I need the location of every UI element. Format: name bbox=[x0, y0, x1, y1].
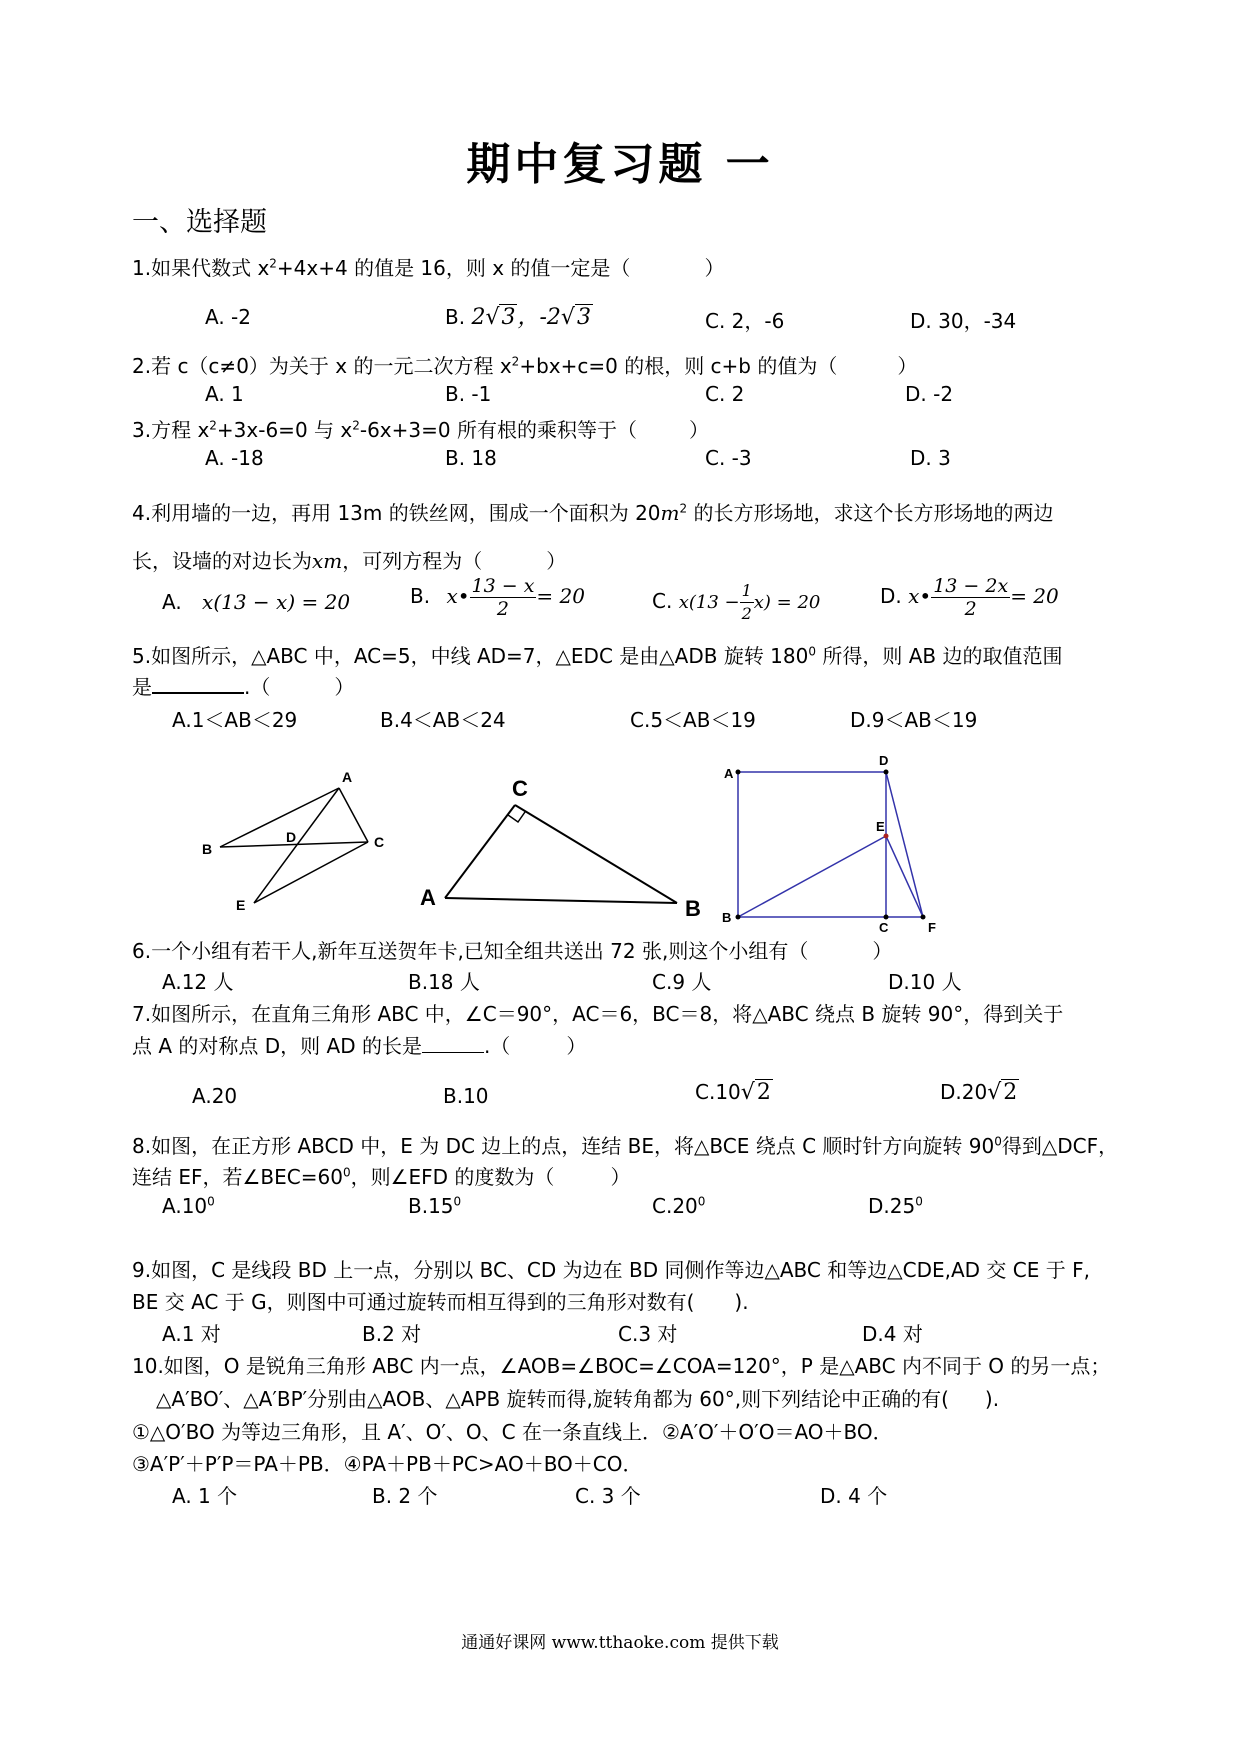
question-4-line-1 bbox=[132, 497, 1054, 526]
q8-option-d-sup: 0 bbox=[915, 1194, 923, 1209]
q7-answer-blank[interactable] bbox=[422, 1034, 484, 1053]
q8-line2-sup: 0 bbox=[342, 1165, 351, 1180]
q4-line2-text: 长，设墙的对边长为 bbox=[132, 549, 312, 573]
fig2-label-b: B bbox=[685, 896, 701, 921]
question-10-line-2 bbox=[156, 1383, 999, 1412]
q3-option-d[interactable]: D. 3 bbox=[910, 446, 951, 470]
q10-line2-text: △A′BO′、△A′BP′分别由△AOB、△APB 旋转而得,旋转角都为 60°,则下列结论中正确的有( bbox=[156, 1387, 949, 1411]
q4-option-d[interactable] bbox=[880, 575, 1059, 620]
q4-var: xm bbox=[312, 549, 343, 573]
question-4-line-2 bbox=[132, 545, 566, 574]
q1-text: 1.如果代数式 x bbox=[132, 256, 270, 280]
q4-option-c-label: C. bbox=[652, 589, 673, 613]
q7-option-d[interactable]: D.20√2 bbox=[940, 1080, 1018, 1105]
q4-unit: m bbox=[660, 501, 680, 525]
q6-text: 6.一个小组有若干人,新年互送贺年卡,已知全组共送出 72 张,则这个小组有（ bbox=[132, 939, 809, 963]
q1-option-b[interactable] bbox=[445, 300, 593, 331]
question-9-line-1: 9.如图，C 是线段 BD 上一点，分别以 BC、CD 为边在 BD 同侧作等边△ABC 和等边△CDE,AD 交 CE 于 F, bbox=[132, 1258, 1090, 1282]
q7-option-c-label: C.10 bbox=[695, 1080, 741, 1104]
q10-option-c[interactable]: C. 3 个 bbox=[575, 1484, 641, 1508]
fig3-label-c: C bbox=[879, 920, 889, 935]
q10-option-a[interactable]: A. 1 个 bbox=[172, 1484, 238, 1508]
q8-option-c-sup: 0 bbox=[697, 1194, 706, 1209]
fig2-label-a: A bbox=[420, 885, 436, 910]
q4-option-a-eq: x(13 − x) = 20 bbox=[202, 590, 351, 614]
q4-d-den: 2 bbox=[964, 598, 977, 620]
q7-line2-text-c: ） bbox=[566, 1034, 587, 1058]
question-3 bbox=[132, 414, 709, 443]
q8-option-a-sup: 0 bbox=[207, 1194, 215, 1209]
q4-c-num: 1 bbox=[740, 580, 754, 603]
q8-option-c[interactable] bbox=[652, 1194, 705, 1218]
q3-text-d: ） bbox=[688, 418, 709, 442]
q4-option-a-label: A. bbox=[162, 590, 182, 614]
q8-option-b-sup: 0 bbox=[453, 1194, 462, 1209]
q4-option-c[interactable] bbox=[652, 580, 820, 625]
q9-line2-text-b: ). bbox=[734, 1290, 749, 1314]
fig1-label-a: A bbox=[342, 769, 353, 785]
fig1-label-d: D bbox=[286, 829, 297, 845]
question-6 bbox=[132, 935, 892, 964]
q8-text: 8.如图，在正方形 ABCD 中，E 为 DC 边上的点，连结 BE，将△BCE 绕点 C 顺时针方向旋转 90 bbox=[132, 1134, 995, 1158]
section-heading: 一、选择题 bbox=[132, 207, 267, 238]
q2-text-c: ） bbox=[897, 354, 918, 378]
q7-option-d-label: D.20 bbox=[940, 1080, 988, 1104]
fig3-label-b: B bbox=[722, 910, 732, 925]
question-9-line-2 bbox=[132, 1286, 749, 1315]
q1-text-b: +4x+4 的值是 16，则 x 的值一定是（ bbox=[276, 256, 631, 280]
q9-line2-text: BE 交 AC 于 G，则图中可通过旋转而相互得到的三角形对数有( bbox=[132, 1290, 695, 1314]
q3-option-a[interactable]: A. -18 bbox=[205, 446, 264, 470]
q4-c-den: 2 bbox=[741, 604, 752, 623]
q5-option-d[interactable]: D.9＜AB＜19 bbox=[850, 708, 978, 732]
q5-line2-text: 是 bbox=[132, 675, 152, 699]
q1-option-b-label: B. bbox=[445, 305, 466, 329]
q7-option-b[interactable]: B.10 bbox=[443, 1084, 489, 1108]
q8-option-a-label: A.10 bbox=[162, 1194, 208, 1218]
q7-d-radicand: 2 bbox=[1003, 1080, 1018, 1105]
fig1-label-e: E bbox=[236, 897, 246, 913]
q7-c-radicand: 2 bbox=[756, 1080, 771, 1105]
q2-option-b[interactable]: B. -1 bbox=[445, 382, 492, 406]
footer-source: 通通好课网 www.tthaoke.com 提供下载 bbox=[461, 1633, 779, 1653]
q9-option-b[interactable]: B.2 对 bbox=[362, 1322, 422, 1346]
q3-sup-2: 2 bbox=[352, 418, 360, 433]
q3-sup-1: 2 bbox=[209, 418, 217, 433]
q8-option-d[interactable] bbox=[868, 1194, 923, 1218]
q2-text: 2.若 c（c≠0）为关于 x 的一元二次方程 x bbox=[132, 354, 512, 378]
q3-option-b[interactable]: B. 18 bbox=[445, 446, 497, 470]
q10-option-d[interactable]: D. 4 个 bbox=[820, 1484, 888, 1508]
q1-b-radicand: 3 bbox=[501, 305, 516, 330]
q4-option-c-frac bbox=[740, 580, 754, 625]
q9-option-c[interactable]: C.3 对 bbox=[618, 1322, 678, 1346]
fig3-label-e: E bbox=[876, 819, 885, 834]
question-10-line-4: ③A′P′＋P′P＝PA＋PB．④PA＋PB＋PC>AO＋BO＋CO． bbox=[132, 1452, 643, 1476]
q5-text: 5.如图所示，△ABC 中，AC=5，中线 AD=7，△EDC 是由△ADB 旋转 180 bbox=[132, 644, 809, 668]
figure-1-triangle-rotation bbox=[190, 755, 410, 913]
figure-3-square-rotation bbox=[718, 752, 958, 935]
q4-option-c-post: x) = 20 bbox=[753, 592, 821, 613]
question-2 bbox=[132, 350, 917, 379]
q5-line2-text-b: .（ bbox=[244, 675, 271, 699]
q1-option-c[interactable]: C. 2，-6 bbox=[705, 309, 785, 333]
q1-option-d[interactable]: D. 30，-34 bbox=[910, 309, 1017, 333]
q10-option-b[interactable]: B. 2 个 bbox=[372, 1484, 438, 1508]
q5-option-a[interactable]: A.1＜AB＜29 bbox=[172, 708, 298, 732]
q6-option-d[interactable]: D.10 人 bbox=[888, 970, 962, 994]
question-5-line-2 bbox=[132, 671, 354, 700]
question-7-line-2 bbox=[132, 1030, 586, 1059]
page-title: 期中复习题 一 bbox=[466, 139, 774, 190]
q5-sup: 0 bbox=[808, 644, 816, 659]
q5-option-b[interactable]: B.4＜AB＜24 bbox=[380, 708, 506, 732]
q4-option-d-post: = 20 bbox=[1010, 584, 1059, 608]
q4-option-d-label: D. bbox=[880, 584, 902, 608]
q2-option-c[interactable]: C. 2 bbox=[705, 382, 745, 406]
question-7-line-1: 7.如图所示，在直角三角形 ABC 中，∠C＝90°，AC＝6，BC＝8，将△ABC 绕点 B 旋转 90°，得到关于 bbox=[132, 1002, 1064, 1026]
q4-option-a[interactable] bbox=[162, 590, 350, 614]
q4-option-b-pre: x• bbox=[446, 584, 470, 608]
q4-line2-text-c: ） bbox=[546, 549, 567, 573]
q6-text-b: ） bbox=[872, 939, 893, 963]
q4-b-num: 13 − x bbox=[471, 575, 535, 597]
q8-option-b[interactable] bbox=[408, 1194, 461, 1218]
q4-option-d-frac bbox=[931, 575, 1010, 620]
q1-b-coef: 2 bbox=[471, 305, 486, 330]
q9-option-d[interactable]: D.4 对 bbox=[862, 1322, 923, 1346]
q4-text-b: 的长方形场地，求这个长方形场地的两边 bbox=[687, 501, 1054, 525]
q2-sup: 2 bbox=[511, 354, 520, 369]
q4-option-b-frac bbox=[470, 575, 537, 620]
q1-sup: 2 bbox=[269, 256, 277, 271]
q1-option-a[interactable]: A. -2 bbox=[205, 305, 251, 329]
q2-option-d[interactable]: D. -2 bbox=[905, 382, 954, 406]
q6-option-a[interactable]: A.12 人 bbox=[162, 970, 234, 994]
q5-answer-blank[interactable] bbox=[152, 674, 244, 694]
figure-2-right-triangle bbox=[415, 768, 715, 920]
q9-option-a[interactable]: A.1 对 bbox=[162, 1322, 221, 1346]
q4-line2-text-b: ，可列方程为（ bbox=[342, 549, 483, 573]
question-10-line-3: ①△O′BO 为等边三角形，且 A′、O′、O、C 在一条直线上．②A′O′＋O′O＝AO＋BO． bbox=[132, 1420, 893, 1444]
q3-text-b: +3x-6=0 与 x bbox=[216, 418, 353, 442]
q8-sup: 0 bbox=[994, 1134, 1002, 1149]
question-10-line-1: 10.如图，O 是锐角三角形 ABC 内一点，∠AOB=∠BOC=∠COA=120°，P 是△ABC 内不同于 O 的另一点； bbox=[132, 1354, 1111, 1378]
q10-line2-text-b: ). bbox=[984, 1387, 1000, 1411]
question-8-line-2 bbox=[132, 1161, 630, 1190]
q8-option-b-label: B.15 bbox=[408, 1194, 454, 1218]
fig1-label-b: B bbox=[202, 841, 213, 857]
q8-option-a[interactable] bbox=[162, 1194, 215, 1218]
fig1-label-c: C bbox=[374, 834, 385, 850]
question-8-line-1 bbox=[132, 1130, 1118, 1159]
q7-option-c[interactable]: C.10√2 bbox=[695, 1080, 771, 1105]
q1-option-b-expr: 2√3，-2√3 bbox=[471, 305, 591, 330]
q7-line2-text-b: .（ bbox=[483, 1034, 511, 1058]
fig3-label-a: A bbox=[724, 766, 734, 781]
q8-option-c-label: C.20 bbox=[652, 1194, 698, 1218]
q5-text-b: 所得，则 AB 边的取值范围 bbox=[816, 644, 1063, 668]
q1-text-c: ） bbox=[704, 256, 725, 280]
q8-text-b: 得到△DCF， bbox=[1001, 1134, 1119, 1158]
q6-option-b[interactable]: B.18 人 bbox=[408, 970, 480, 994]
q8-option-d-label: D.25 bbox=[868, 1194, 916, 1218]
q4-option-d-pre: x• bbox=[908, 584, 932, 608]
q4-d-num: 13 − 2x bbox=[933, 575, 1009, 597]
q1-b-mid: ，-2 bbox=[517, 305, 561, 330]
q4-b-den: 2 bbox=[496, 598, 510, 620]
q4-option-b-label: B. bbox=[410, 584, 431, 608]
question-5-line-1 bbox=[132, 640, 1062, 669]
q2-text-b: +bx+c=0 的根，则 c+b 的值为（ bbox=[519, 354, 838, 378]
q3-option-c[interactable]: C. -3 bbox=[705, 446, 752, 470]
fig2-label-c: C bbox=[512, 776, 528, 801]
q3-text: 3.方程 x bbox=[132, 418, 210, 442]
q5-option-c[interactable]: C.5＜AB＜19 bbox=[630, 708, 756, 732]
q3-text-c: -6x+3=0 所有根的乘积等于（ bbox=[359, 418, 637, 442]
q8-line2-text: 连结 EF，若∠BEC=60 bbox=[132, 1165, 343, 1189]
q7-option-a[interactable]: A.20 bbox=[192, 1084, 238, 1108]
question-1 bbox=[132, 252, 724, 281]
q7-line2-text: 点 A 的对称点 D，则 AD 的长是 bbox=[132, 1034, 422, 1058]
q5-line2-text-c: ） bbox=[334, 675, 355, 699]
q4-option-b-post: = 20 bbox=[536, 584, 585, 608]
q4-sup: 2 bbox=[679, 501, 688, 516]
q1-b-radicand-2: 3 bbox=[576, 305, 591, 330]
q4-option-c-pre: x(13 − bbox=[678, 592, 740, 613]
q4-option-b[interactable] bbox=[410, 575, 585, 620]
q8-line2-text-b: ，则∠EFD 的度数为（ bbox=[350, 1165, 555, 1189]
fig3-label-d: D bbox=[879, 753, 889, 768]
q8-line2-text-c: ） bbox=[610, 1165, 631, 1189]
q4-text: 4.利用墙的一边，再用 13m 的铁丝网，围成一个面积为 20 bbox=[132, 501, 661, 525]
fig3-label-f: F bbox=[928, 920, 936, 935]
q2-option-a[interactable]: A. 1 bbox=[205, 382, 244, 406]
q6-option-c[interactable]: C.9 人 bbox=[652, 970, 712, 994]
